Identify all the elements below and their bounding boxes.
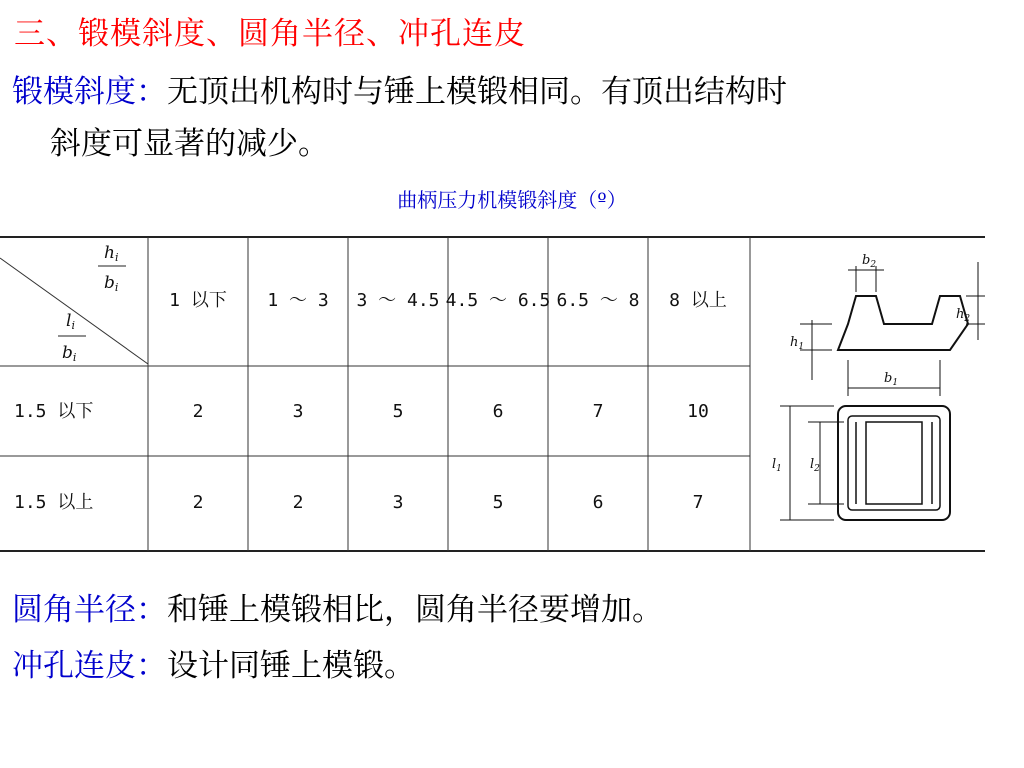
draft-text-line1: 无顶出机构时与锤上模锻相同。有顶出结构时 <box>167 74 787 110</box>
table-cell: 7 <box>692 492 704 513</box>
column-header: 8 以上 <box>669 290 727 311</box>
table-cell: 5 <box>492 492 504 513</box>
svg-text:li: li <box>66 311 75 332</box>
radius-text: 和锤上模锻相比，圆角半径要增加。 <box>167 592 663 628</box>
slide-heading: 三、锻模斜度、圆角半径、冲孔连皮 <box>14 16 526 52</box>
punch-text: 设计同锤上模锻。 <box>167 648 415 684</box>
table-cell: 10 <box>687 401 709 422</box>
punch-paragraph <box>12 640 415 692</box>
corner-header-top <box>98 243 126 294</box>
row-label: 1.5 以上 <box>14 492 94 513</box>
table-cell: 2 <box>192 401 204 422</box>
svg-text:bi: bi <box>62 343 77 364</box>
svg-text:b2: $b_2$ <box>862 253 877 270</box>
svg-text:b1: $b_1$ <box>884 371 899 388</box>
row-label: 1.5 以下 <box>14 401 94 422</box>
svg-text:h1: $h_1$ <box>790 335 805 352</box>
svg-text:l1: $l_1$ <box>772 457 782 474</box>
corner-header-bottom <box>58 311 86 364</box>
table-cell: 2 <box>292 492 304 513</box>
svg-text:bi: bi <box>104 273 119 294</box>
table-cell: 6 <box>492 401 504 422</box>
table-cell: 3 <box>292 401 304 422</box>
draft-text-line2: 斜度可显著的减少。 <box>50 126 329 162</box>
table-cell: 5 <box>392 401 404 422</box>
column-header: 1 ～ 3 <box>267 290 329 311</box>
table-caption: 曲柄压力机模锻斜度（º） <box>397 188 627 212</box>
radius-paragraph <box>12 584 663 636</box>
table-cell: 2 <box>192 492 204 513</box>
table-cell: 6 <box>592 492 604 513</box>
column-header: 1 以下 <box>169 290 227 311</box>
forging-drawing <box>780 262 985 520</box>
draft-paragraph <box>12 66 787 170</box>
svg-text:hi: hi <box>104 243 119 264</box>
punch-label: 冲孔连皮： <box>12 648 167 684</box>
column-header: 4.5 ～ 6.5 <box>445 290 551 311</box>
svg-text:h2: $h_2$ <box>956 307 971 324</box>
column-header: 3 ～ 4.5 <box>356 290 440 311</box>
svg-text:l2: $l_2$ <box>810 457 820 474</box>
table-cell: 3 <box>392 492 404 513</box>
radius-label: 圆角半径： <box>12 592 167 628</box>
draft-label: 锻模斜度： <box>12 74 167 110</box>
column-header: 6.5 ～ 8 <box>556 290 640 311</box>
draft-angle-table <box>0 236 985 552</box>
table-cell: 7 <box>592 401 604 422</box>
